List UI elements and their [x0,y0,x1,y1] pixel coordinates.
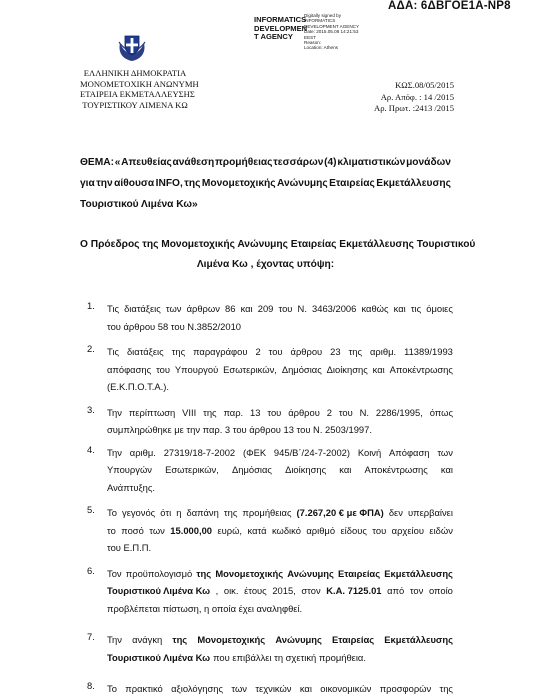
list-item-text: 2286/1995, [375,406,423,418]
list-item [87,565,453,618]
list-item-text: Την [107,446,122,458]
list-item-number: 1. [87,300,95,311]
list-item [87,444,453,497]
list-item-text: Ν. [297,303,307,314]
list-item-text: δαπάνη [186,507,219,518]
list-item-text: Το [107,507,117,518]
list-item-text: της [439,683,453,694]
list-item-text: που επιβάλλει τη σχετική προμήθεια. [213,651,366,663]
subject-block [80,152,451,215]
list-item-text: άρθρου [290,346,323,357]
list-item-text: (7.267,20 € με ΦΠΑ) [296,507,384,518]
list-item-line [107,680,453,698]
list-item-text: 11389/1993 [404,346,453,357]
list-item-text: πρακτικό [125,683,163,694]
list-item-text: Απόφαση [389,446,430,458]
issuer-line-1: ΕΛΛΗΝΙΚΗ ΔΗΜΟΚΡΑΤΙΑ [83,68,187,78]
list-item-text: Κοινή [357,446,382,458]
list-item-number: 2. [87,343,95,354]
list-item-text: των [231,683,247,694]
list-item [87,404,453,439]
list-item-text: παραγράφου [193,346,248,357]
list-item-text: αριθμ. [370,346,397,357]
preamble-line-1: Ο Πρόεδρος της Μονομετοχικής Ανώνυμης Εταιρείας Εκμετάλλευσης Τουριστικού [80,239,476,250]
list-item-text: Μονομετοχικής [197,634,266,645]
subject-word: Ανώνυμης [277,178,328,189]
list-item-text: Εσωτερικών, [165,464,219,475]
protocol-number: Αρ. Πρωτ. :2413 /2015 [374,103,454,113]
list-item-text: αριθμ. [129,446,156,458]
list-item-text: , [215,585,219,596]
list-item-text: κατά [247,524,267,536]
list-item-text: ανάγκη [132,634,163,645]
list-item-text: του [156,363,170,375]
list-item-text: Μονομετοχικής [215,567,284,579]
list-item-text: του Ε.Π.Π. [107,542,152,553]
subject-word: προμήθειας [214,157,273,168]
list-item-text: αριθμό [306,524,336,536]
subject-word: της [184,178,201,189]
list-item-text: της [203,406,217,418]
list-item-line [107,582,453,600]
list-item-text: των [149,524,165,536]
subject-word: Απευθείας [121,157,172,168]
issuer-line-2: ΜΟΝΟΜΕΤΟΧΙΚΗ ΑΝΩΝΥΜΗ [80,78,199,89]
list-item-text: και [299,683,312,694]
subject-word: (4) [324,157,337,168]
list-item-line [107,378,453,396]
reference-block [374,80,454,115]
subject-label: ΘΕΜΑ: [80,157,114,168]
list-item [87,504,453,557]
list-item-text: 27319/18-7-2002 [163,446,236,458]
list-item-text: της [171,346,186,357]
list-item-number: 3. [87,403,95,415]
ada-code: ΑΔΑ: 6ΔΒΓΟΕ1Α-ΝΡ8 [388,0,511,12]
subject-word: την [96,178,113,189]
list-item-text: Εσωτερικών, [223,363,277,375]
list-item-line [107,539,453,557]
subject-line-3: Τουριστικού Λιμένα Κω» [80,199,198,210]
list-item-line [107,565,453,583]
list-item-text: 2 [326,406,332,418]
list-item-line [107,404,453,422]
list-item-text: 209 [257,303,274,314]
list-item-text: Εταιρείας [338,567,381,579]
signer-organization: INFORMATICS DEVELOPMEN T AGENCY [254,15,308,42]
list-item-text: και [372,363,385,375]
subject-word: αίθουσα [114,178,155,189]
issuer-line-3: ΕΤΑΙΡΕΙΑ ΕΚΜΕΤΑΛΛΕΥΣΗΣ [80,89,195,100]
list-item [87,300,453,335]
list-item-text: των [165,303,182,314]
list-item-text: Ανάπτυξης. [107,481,156,493]
list-item-text: Τις [107,346,119,357]
list-item-text: η [176,507,182,518]
list-item-text: 3463/2006 [312,303,357,314]
list-item-text: 945/Β΄/24-7-2002) [273,446,351,458]
list-item-text: συμπληρώθηκε με την παρ. 3 του άρθρου 13 του Ν. 2503/1997. [107,424,372,435]
list-item-text: άρθρου [288,406,320,418]
list-item-text: προϋπολογισμό [125,567,193,579]
list-item-line [107,421,453,439]
list-item-line [107,649,453,667]
subject-word: Εταιρείας [329,178,375,189]
list-item-text: 2015, [272,585,296,596]
list-item [87,343,453,396]
list-item-number: 6. [87,564,95,576]
list-item-text: Τουριστικού Λιμένα Κω [107,585,211,596]
list-item-text: Τον [107,567,122,579]
subject-word: ανάθεση [172,157,215,168]
list-item-text: οικ. [223,585,239,596]
list-item-line [107,300,453,318]
subject-word: Μονομετοχικής [201,178,276,189]
list-item-line [107,504,453,522]
list-item-text: του [267,406,282,418]
list-item-text: των [437,446,453,458]
list-item-number: 5. [87,504,95,515]
list-item-text: οποίο [428,585,453,596]
list-item-line [107,461,453,479]
list-item-text: Την [107,634,122,645]
list-item-text: δεν [388,507,403,518]
list-item-text: Εκμετάλλευσης [384,567,453,579]
list-item-text: τον [409,585,424,596]
list-item-text: από [387,585,405,596]
list-item-text: στον [301,585,321,596]
list-item-line [107,343,453,361]
list-item-line [107,600,453,618]
subject-line-2 [80,173,451,194]
subject-word: « [114,157,121,168]
list-item-text: άρθρων [186,303,220,314]
list-item-text: αξιολόγησης [171,683,224,694]
subject-word: Εκμετάλλευσης [376,178,451,189]
list-item-text: Τουριστικού Λιμένα Κω [107,651,211,663]
list-item [87,680,453,698]
list-item-text: περίπτωση [128,406,176,418]
list-item-text: διατάξεις [126,346,164,357]
list-item-text: (ΦΕΚ [242,446,267,458]
list-item [87,631,453,666]
list-item-text: παρ. [223,406,244,418]
list-item-text: Δημόσιας [232,464,272,475]
list-item-text: 15.000,00 [170,524,213,536]
subject-line-1 [80,152,451,173]
list-item-text: Εταιρείας [332,634,375,645]
list-item-text: κωδικό [271,524,301,536]
list-item-text: Ανώνυμης [287,567,334,579]
list-item-text: της [196,567,212,579]
list-item-line [107,444,453,462]
list-item-text: ότι [160,507,172,518]
greek-emblem-icon [115,32,149,62]
list-item-text: 23 [330,346,341,357]
list-item-text: του [338,406,353,418]
list-item-text: Ανώνυμης [275,634,322,645]
subject-word: για [80,178,95,189]
list-item-text: όμοιες [426,303,453,314]
list-item-text: Την [107,406,122,418]
list-item-text: του [372,524,387,536]
list-item-text: οικονομικών [320,683,372,694]
list-item-text: ευρώ, [217,524,243,536]
list-item-text: Ν. [359,406,370,418]
list-item-text: Διοίκησης [285,464,327,475]
list-item-line [107,361,453,379]
list-item-text: Υπουργού [174,363,219,375]
list-item-text: Εκμετάλλευσης [384,634,453,645]
list-item-text: γεγονός [122,507,156,518]
list-item-text: Αποκέντρωσης [389,363,453,375]
list-item-number: 8. [87,680,95,691]
list-item-text: Το [107,683,117,694]
list-item-line [107,479,453,497]
issuer-block [80,68,199,110]
list-item-text: 86 [225,303,236,314]
list-item-text: είδους [340,524,367,536]
list-item-number: 4. [87,443,95,455]
list-item-text: 13 [250,406,261,418]
list-item-text: το [107,524,116,536]
preamble-line-2: Λιμένα Κω , έχοντας υπόψη: [196,259,335,270]
list-item-text: όπως [429,406,453,418]
list-item-text: της [172,634,188,645]
list-item-text: 2 [255,346,261,357]
list-item-text: και [339,464,352,475]
considerations-list [87,292,453,698]
list-item-text: και [440,464,453,475]
subject-word: κλιματιστικών [337,157,406,168]
list-item-text: Δημόσιας [281,363,322,375]
list-item-text: Διοίκησης [326,363,368,375]
list-item-text: αρχείου [391,524,424,536]
list-item-text: VIII [182,406,197,418]
list-item-text: της [223,507,238,518]
list-item-text: υπερβαίνει [407,507,453,518]
list-item-text: προσφορών [379,683,432,694]
list-item-text: Τις [107,303,119,314]
list-item-text: και [393,303,406,314]
list-item-text: ειδών [429,524,453,536]
list-item-text: του άρθρου 58 του Ν.3852/2010 [107,320,242,332]
list-item-text: προμήθειας [242,507,292,518]
subject-word: μονάδων [406,157,451,168]
list-item-text: τεχνικών [255,683,292,694]
list-item-number: 7. [87,631,95,642]
list-item-text: Κ.Α. 7125.01 [326,585,382,596]
decision-number: Αρ. Απόφ. : 14 /2015 [380,91,454,102]
list-item-text: καθώς [361,303,389,314]
list-item-text: τις [410,303,422,314]
list-item-text: Αποκέντρωσης [364,464,428,475]
list-item-text: του [268,346,283,357]
subject-word: τεσσάρων [273,157,324,168]
list-item-text: και [240,303,253,314]
list-item-line [107,631,453,649]
list-item-text: του [278,303,293,314]
list-item-text: έτους [244,585,267,596]
list-item-text: της [348,346,363,357]
subject-word: INFO, [155,178,183,189]
list-item-text: απόφασης [107,363,152,375]
document-date: ΚΩΣ.08/05/2015 [395,80,454,90]
issuer-line-4: ΤΟΥΡΙΣΤΙΚΟΥ ΛΙΜΕΝΑ ΚΩ [82,99,188,110]
list-item-text: ποσό [121,524,144,536]
list-item-text: (Ε.Κ.Π.Ο.Τ.Α.). [107,381,169,392]
list-item-text: διατάξεις [124,303,161,314]
list-item-text: Υπουργών [107,464,152,475]
preamble [80,235,476,275]
list-item-text: προβλέπεται πίστωση, η οποία έχει αναληφθεί. [107,602,303,614]
list-item-line [107,522,453,540]
signature-details: Digitally signed by INFORMATICS DEVELOPMENT AGENCY Date: 2015.05.08 14:21:53 EEST Reason: Location: Athens [304,13,360,51]
list-item-line [107,318,453,336]
